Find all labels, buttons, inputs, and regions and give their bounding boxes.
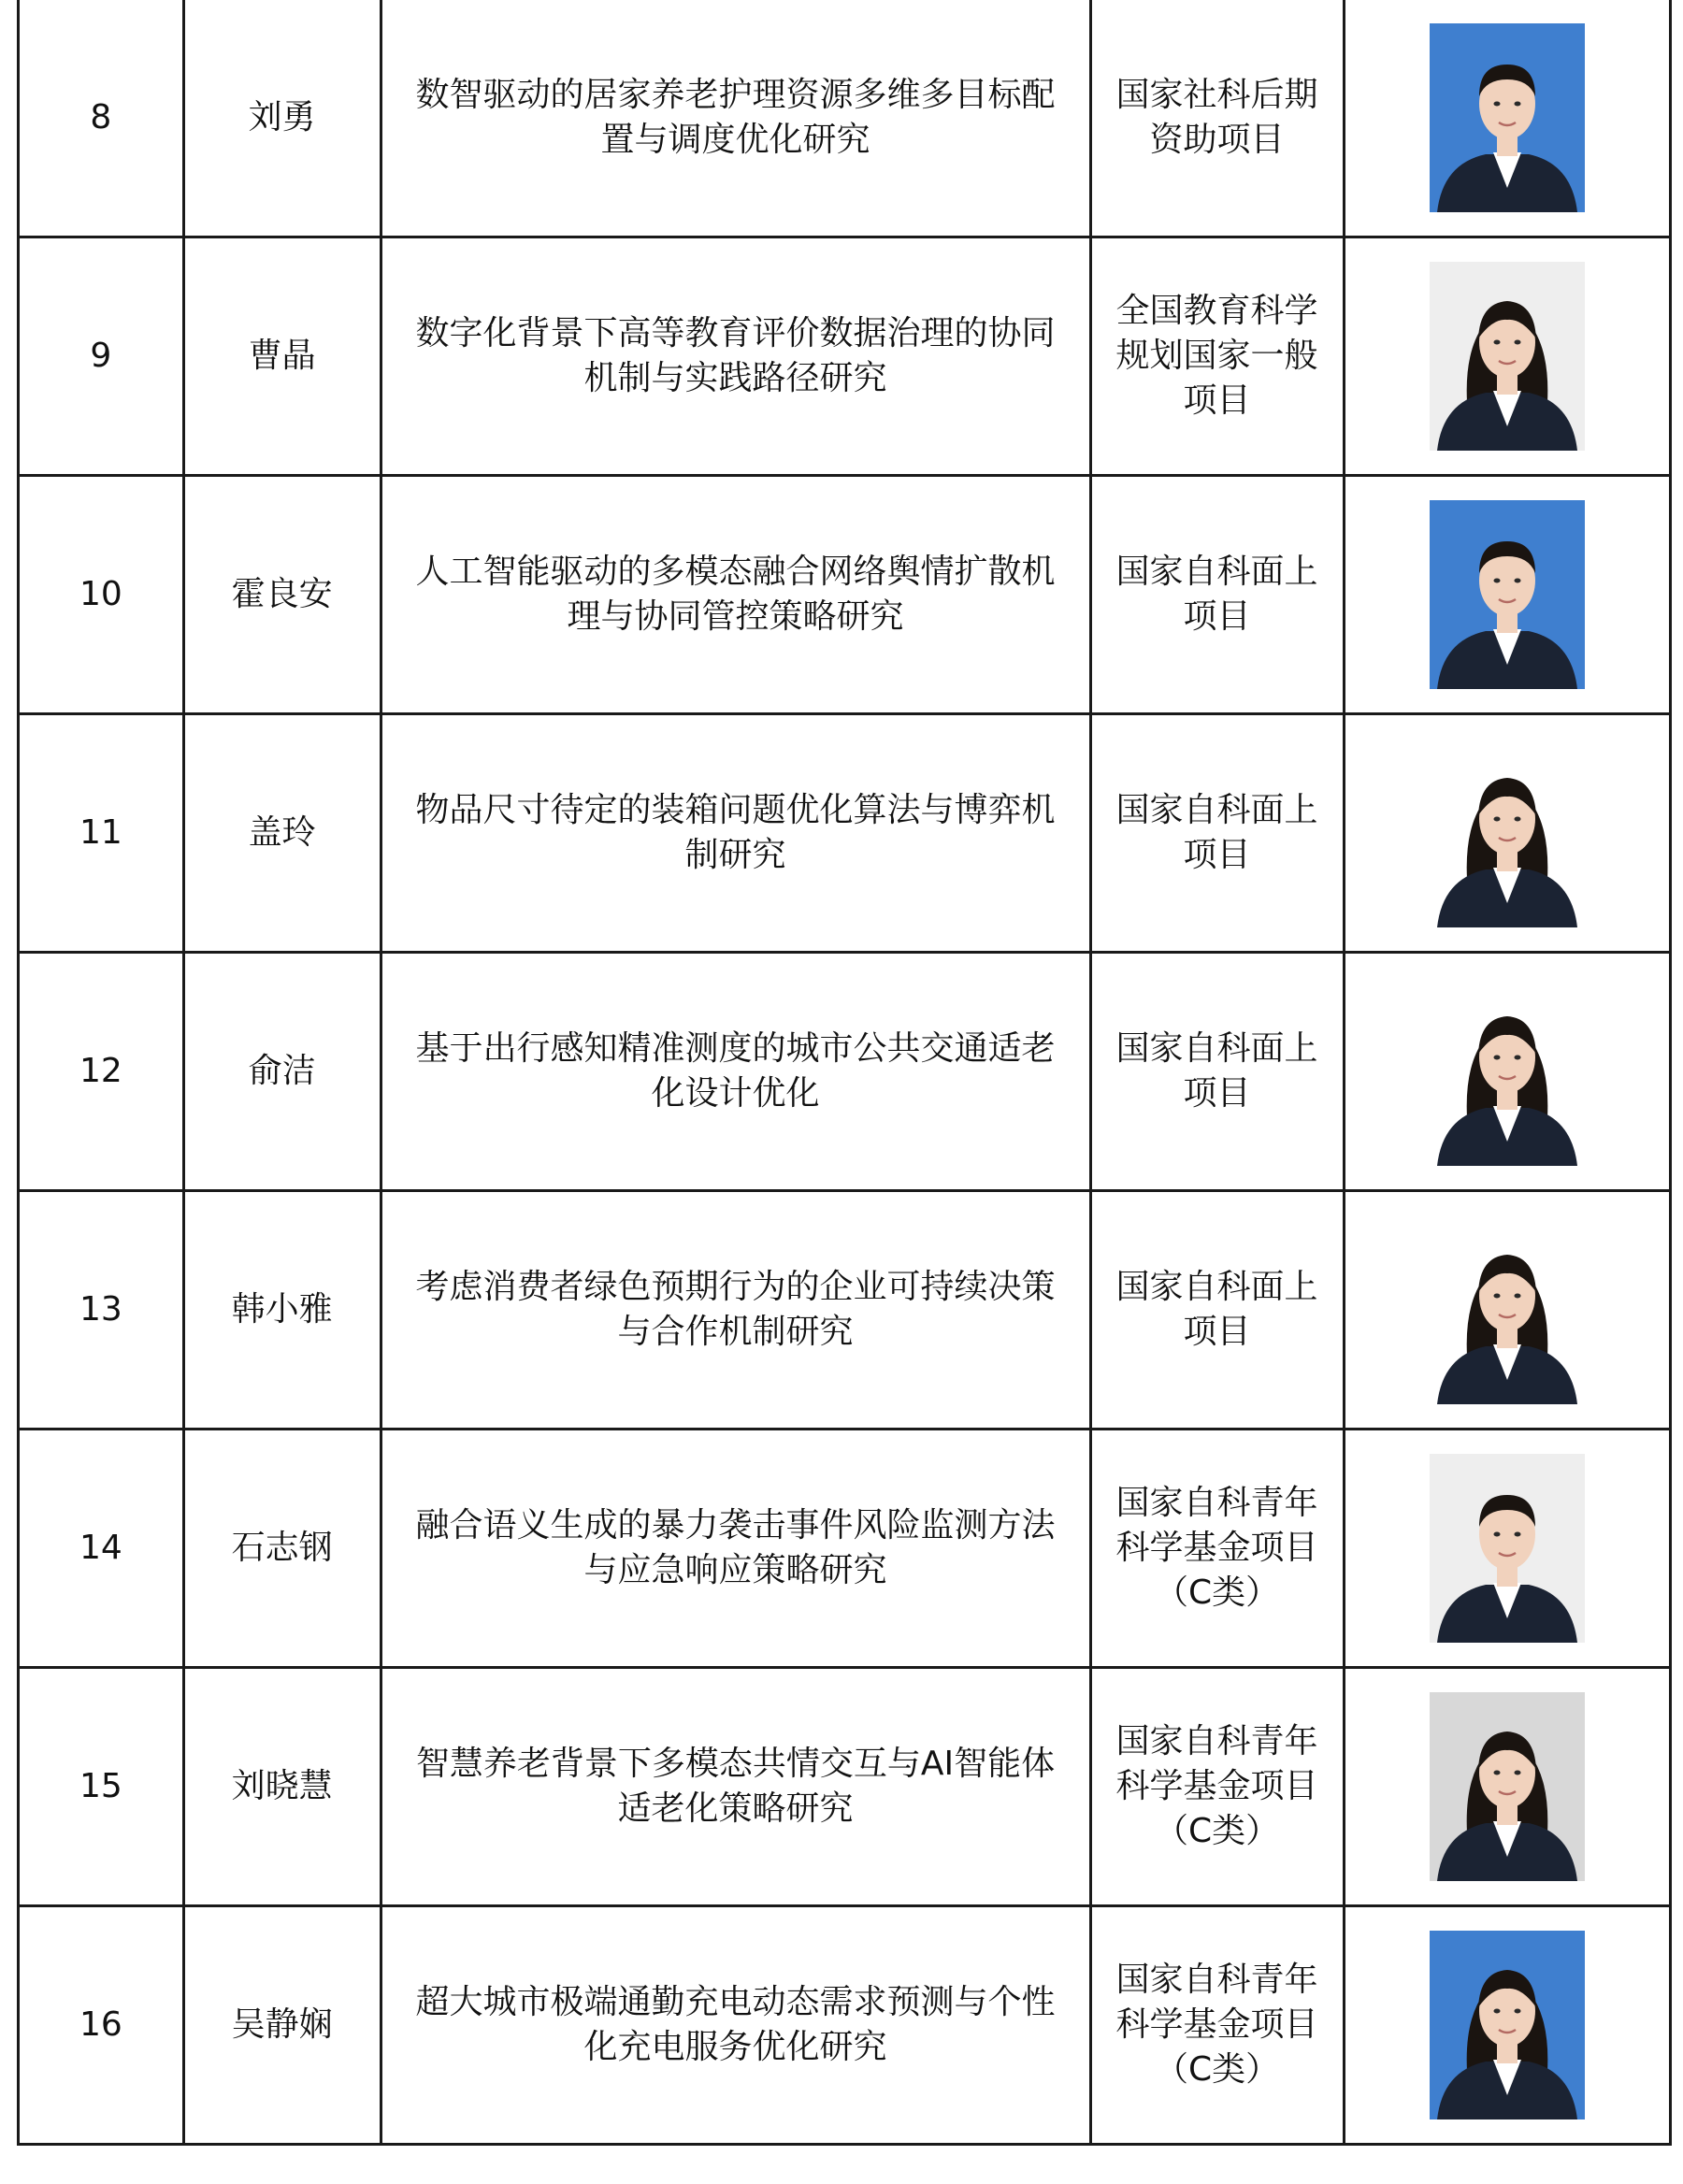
project-type-cell — [1090, 476, 1344, 714]
photo-cell — [1344, 1191, 1670, 1430]
portrait-man-light-background-icon — [1430, 1454, 1585, 1643]
photo-cell — [1344, 0, 1670, 237]
row-number-cell — [19, 0, 184, 237]
portrait-woman-white-background-icon — [1430, 977, 1585, 1166]
project-type-cell — [1090, 714, 1344, 953]
project-type: 国家自科面上项目 — [1115, 1029, 1318, 1113]
project-title: 数智驱动的居家养老护理资源多维多目标配置与调度优化研究 — [415, 76, 1056, 159]
portrait-woman-light-background-icon — [1430, 262, 1585, 451]
table-row — [19, 714, 1671, 953]
project-type: 国家自科青年科学基金项目（C类） — [1115, 1722, 1318, 1850]
project-table — [17, 0, 1672, 2146]
row-number: 12 — [79, 1052, 122, 1090]
person-name-cell — [183, 1906, 381, 2145]
portrait-photo — [1430, 977, 1585, 1166]
row-number-cell — [19, 714, 184, 953]
project-type: 国家自科青年科学基金项目（C类） — [1115, 1961, 1318, 2089]
project-type-cell — [1090, 1906, 1344, 2145]
portrait-woman-white-background-icon — [1430, 739, 1585, 927]
person-name: 石志钢 — [231, 1529, 333, 1567]
project-type: 全国教育科学规划国家一般项目 — [1115, 292, 1318, 420]
table-row — [19, 0, 1671, 237]
person-name-cell — [183, 1430, 381, 1668]
person-name: 曹晶 — [248, 337, 316, 375]
row-number-cell — [19, 953, 184, 1191]
table-row — [19, 1668, 1671, 1906]
project-type: 国家社科后期资助项目 — [1115, 76, 1318, 159]
person-name: 刘勇 — [248, 98, 316, 136]
project-title: 融合语义生成的暴力袭击事件风险监测方法与应急响应策略研究 — [415, 1506, 1056, 1589]
project-type-cell — [1090, 1668, 1344, 1906]
row-number: 13 — [79, 1290, 122, 1329]
person-name-cell — [183, 237, 381, 476]
project-title-cell — [381, 714, 1090, 953]
person-name-cell — [183, 1668, 381, 1906]
portrait-photo — [1430, 500, 1585, 689]
project-type-cell — [1090, 237, 1344, 476]
project-type-cell — [1090, 0, 1344, 237]
table-row — [19, 237, 1671, 476]
project-title-cell — [381, 1430, 1090, 1668]
project-title: 人工智能驱动的多模态融合网络舆情扩散机理与协同管控策略研究 — [415, 553, 1056, 636]
portrait-man-blue-background-icon — [1430, 23, 1585, 212]
row-number-cell — [19, 476, 184, 714]
project-type: 国家自科面上项目 — [1115, 1268, 1318, 1351]
project-type-cell — [1090, 1430, 1344, 1668]
portrait-photo — [1430, 1931, 1585, 2119]
row-number: 14 — [79, 1529, 122, 1567]
row-number-cell — [19, 1668, 184, 1906]
row-number-cell — [19, 1906, 184, 2145]
person-name-cell — [183, 0, 381, 237]
row-number: 10 — [79, 575, 122, 613]
person-name-cell — [183, 476, 381, 714]
portrait-woman-grey-background-icon — [1430, 1692, 1585, 1881]
photo-cell — [1344, 476, 1670, 714]
portrait-photo — [1430, 1692, 1585, 1881]
person-name: 刘晓慧 — [231, 1767, 333, 1805]
row-number: 11 — [79, 813, 122, 852]
project-title: 超大城市极端通勤充电动态需求预测与个性化充电服务优化研究 — [415, 1983, 1056, 2066]
table-row — [19, 953, 1671, 1191]
table-row — [19, 476, 1671, 714]
project-title: 数字化背景下高等教育评价数据治理的协同机制与实践路径研究 — [415, 314, 1056, 397]
photo-cell — [1344, 953, 1670, 1191]
person-name-cell — [183, 714, 381, 953]
project-title-cell — [381, 0, 1090, 237]
portrait-photo — [1430, 1454, 1585, 1643]
project-title-cell — [381, 1906, 1090, 2145]
photo-cell — [1344, 1906, 1670, 2145]
row-number: 16 — [79, 2005, 122, 2044]
project-title-cell — [381, 1668, 1090, 1906]
portrait-woman-blue-background-icon — [1430, 1931, 1585, 2119]
portrait-photo — [1430, 23, 1585, 212]
row-number: 9 — [90, 337, 112, 375]
row-number-cell — [19, 237, 184, 476]
project-title: 基于出行感知精准测度的城市公共交通适老化设计优化 — [415, 1029, 1056, 1113]
person-name: 韩小雅 — [231, 1290, 333, 1329]
portrait-photo — [1430, 739, 1585, 927]
project-type: 国家自科面上项目 — [1115, 553, 1318, 636]
person-name: 霍良安 — [231, 575, 333, 613]
project-title: 智慧养老背景下多模态共情交互与AI智能体适老化策略研究 — [415, 1745, 1056, 1828]
photo-cell — [1344, 237, 1670, 476]
portrait-photo — [1430, 1215, 1585, 1404]
project-title: 物品尺寸待定的装箱问题优化算法与博弈机制研究 — [415, 791, 1056, 874]
project-table-body — [19, 0, 1671, 2145]
person-name-cell — [183, 953, 381, 1191]
table-row — [19, 1906, 1671, 2145]
row-number-cell — [19, 1430, 184, 1668]
photo-cell — [1344, 1668, 1670, 1906]
photo-cell — [1344, 1430, 1670, 1668]
table-row — [19, 1430, 1671, 1668]
project-type-cell — [1090, 953, 1344, 1191]
row-number: 15 — [79, 1767, 122, 1805]
portrait-photo — [1430, 262, 1585, 451]
project-title: 考虑消费者绿色预期行为的企业可持续决策与合作机制研究 — [415, 1268, 1056, 1351]
person-name-cell — [183, 1191, 381, 1430]
project-title-cell — [381, 953, 1090, 1191]
project-title-cell — [381, 237, 1090, 476]
row-number-cell — [19, 1191, 184, 1430]
person-name: 俞洁 — [248, 1052, 316, 1090]
row-number: 8 — [90, 98, 112, 136]
project-title-cell — [381, 476, 1090, 714]
table-row — [19, 1191, 1671, 1430]
project-type-cell — [1090, 1191, 1344, 1430]
person-name: 盖玲 — [248, 813, 316, 852]
project-type: 国家自科青年科学基金项目（C类） — [1115, 1484, 1318, 1612]
photo-cell — [1344, 714, 1670, 953]
portrait-woman-white-background-icon — [1430, 1215, 1585, 1404]
project-type: 国家自科面上项目 — [1115, 791, 1318, 874]
person-name: 吴静娴 — [231, 2005, 333, 2044]
project-title-cell — [381, 1191, 1090, 1430]
portrait-man-blue-background-icon — [1430, 500, 1585, 689]
